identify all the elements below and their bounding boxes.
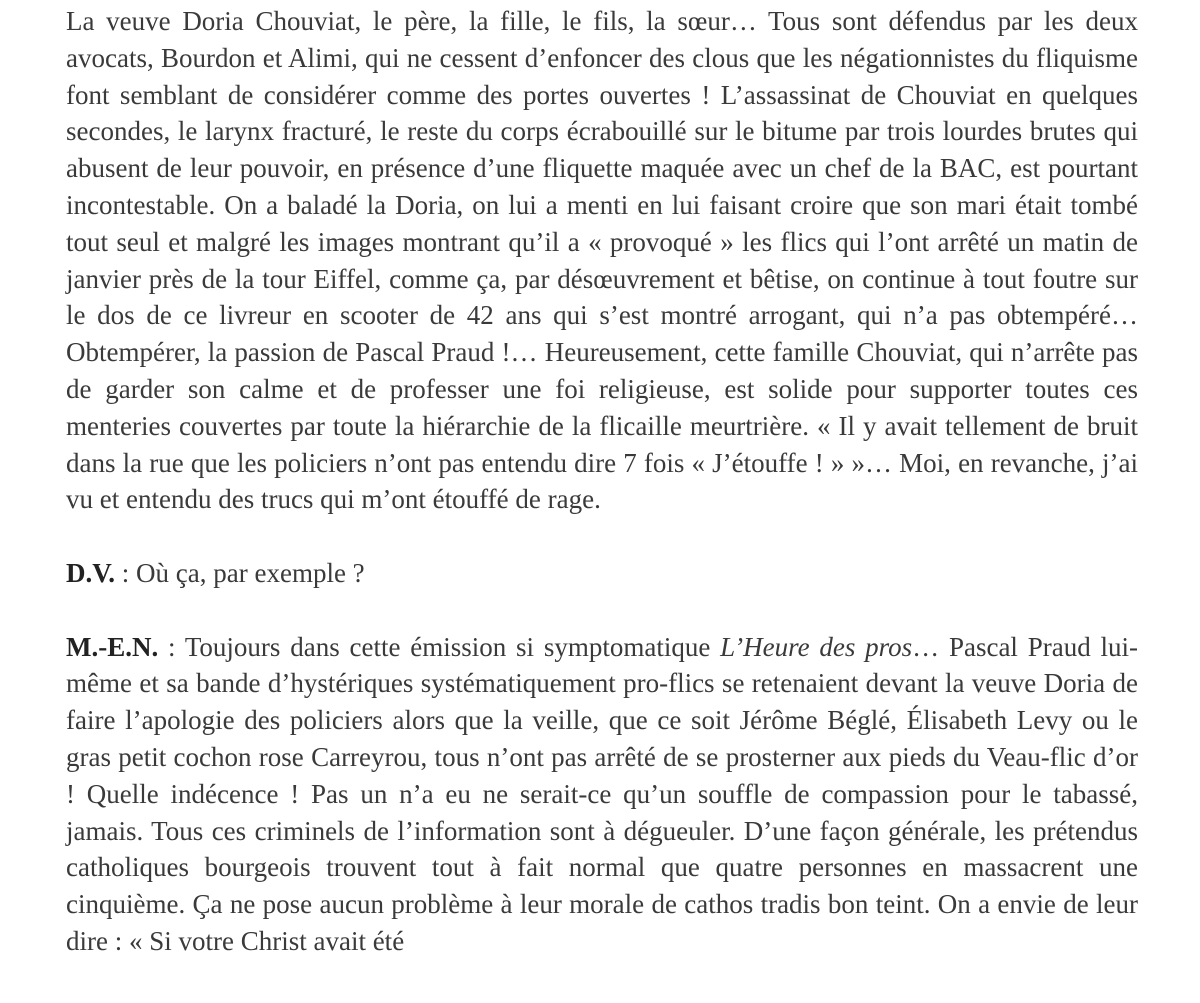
paragraph-2: [66, 555, 1138, 592]
paragraph-3-text-before: : Toujours dans cette émission si symptomatique: [158, 631, 721, 662]
paragraph-2-text: : Où ça, par exemple ?: [115, 557, 365, 588]
paragraph-3: [66, 629, 1138, 960]
show-title: L’Heure des pros: [720, 631, 913, 662]
article-body: [66, 3, 1138, 997]
speaker-label: D.V.: [66, 557, 116, 588]
speaker-label: M.-E.N.: [66, 631, 159, 662]
paragraph-3-text-after: … Pascal Praud lui-même et sa bande d’hystériques systématiquement pro-flics se retenaient devant la veuve Doria de faire l’apologie des policiers alors que la veille, que ce soit Jérôme Béglé, Élisabeth Levy ou le gras petit cochon rose Carreyrou, tous n’ont pas arrêté de se prosterner aux pieds du Veau-flic d’or ! Quelle indécence ! Pas un n’a eu ne serait-ce qu’un souffle de compassion pour le tabassé, jamais. Tous ces criminels de l’information sont à dégueuler. D’une façon générale, les prétendus catholiques bourgeois trouvent tout à fait normal que quatre personnes en massacrent une cinquième. Ça ne pose aucun problème à leur morale de cathos tradis bon teint. On a envie de leur dire : « Si votre Christ avait été: [66, 631, 1138, 956]
paragraph-1: La veuve Doria Chouviat, le père, la fille, le fils, la sœur… Tous sont défendus par les deux avocats, Bourdon et Alimi, qui ne cessent d’enfoncer des clous que les négationnistes du fliquisme font semblant de considérer comme des portes ouvertes ! L’assassinat de Chouviat en quelques secondes, le larynx fracturé, le reste du corps écrabouillé sur le bitume par trois lourdes brutes qui abusent de leur pouvoir, en présence d’une fliquette maquée avec un chef de la BAC, est pourtant incontestable. On a baladé la Doria, on lui a menti en lui faisant croire que son mari était tombé tout seul et malgré les images montrant qu’il a « provoqué » les flics qui l’ont arrêté un matin de janvier près de la tour Eiffel, comme ça, par désœuvrement et bêtise, on continue à tout foutre sur le dos de ce livreur en scooter de 42 ans qui s’est montré arrogant, qui n’a pas obtempéré… Obtempérer, la passion de Pascal Praud !… Heureusement, cette famille Chouviat, qui n’arrête pas de garder son calme et de professer une foi religieuse, est solide pour supporter toutes ces menteries couvertes par toute la hiérarchie de la flicaille meurtrière. « Il y avait tellement de bruit dans la rue que les policiers n’ont pas entendu dire 7 fois « J’étouffe ! » »… Moi, en revanche, j’ai vu et entendu des trucs qui m’ont étouffé de rage.: [66, 6, 1138, 515]
